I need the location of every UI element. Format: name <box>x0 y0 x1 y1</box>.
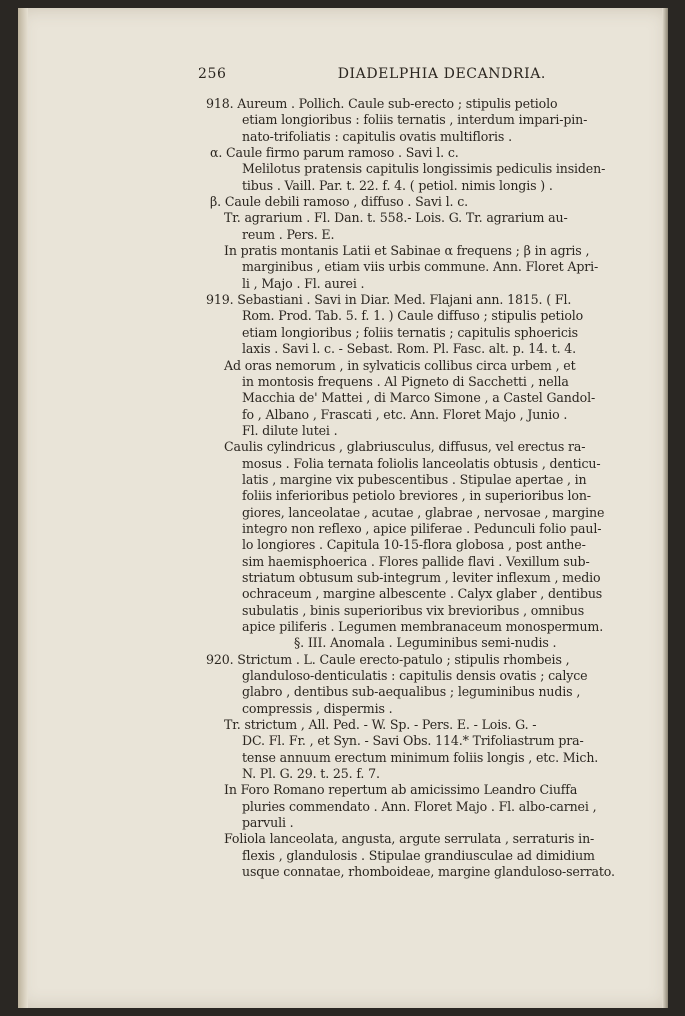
book-page <box>18 8 668 1008</box>
text-line: striatum obtusum sub-integrum , leviter inflexum , medio <box>242 569 601 585</box>
text-line: 918. Aureum . Pollich. Caule sub-erecto ; stipulis petiolo <box>206 96 558 111</box>
text-line: compressis , dispermis . <box>242 700 393 716</box>
text-line: laxis . Savi l. c. - Sebast. Rom. Pl. Fasc. alt. p. 14. t. 4. <box>242 341 577 357</box>
text-lines <box>206 96 658 881</box>
text-line: 920. Strictum . L. Caule erecto-patulo ; stipulis rhombeis , <box>206 651 570 667</box>
text-line: foliis inferioribus petiolo breviores , in superioribus lon- <box>242 488 591 504</box>
text-line: lo longiores . Capitula 10-15-flora globosa , post anthe- <box>242 537 586 553</box>
running-title: DIADELPHIA DECANDRIA. <box>337 66 546 82</box>
page-edge-shadow <box>662 8 668 1008</box>
text-line: in montosis frequens . Al Pigneto di Sacchetti , nella <box>242 373 569 389</box>
page-spine-shadow <box>18 8 28 1008</box>
text-line: Melilotus pratensis capitulis longissimis pediculis insiden- <box>242 161 606 177</box>
text-line: sim haemisphoerica . Flores pallide flavi . Vexillum sub- <box>242 553 590 569</box>
text-line: DC. Fl. Fr. , et Syn. - Savi Obs. 114.* Trifoliastrum pra- <box>242 733 584 749</box>
text-line: etiam longioribus ; foliis ternatis ; capitulis sphoericis <box>242 324 578 340</box>
text-line: Macchia de' Mattei , di Marco Simone , a Castel Gandol- <box>242 390 596 406</box>
section-heading: §. III. Anomala . Leguminibus semi-nudis . <box>294 635 557 651</box>
text-line: reum . Pers. E. <box>242 226 335 242</box>
text-line: Foliola lanceolata, angusta, argute serrulata , serraturis in- <box>224 831 595 847</box>
text-line: Fl. dilute lutei . <box>242 422 338 438</box>
text-line: pluries commendato . Ann. Floret Majo . Fl. albo-carnei , <box>242 798 597 814</box>
text-line: Tr. strictum , All. Ped. - W. Sp. - Pers. E. - Lois. G. - <box>224 717 537 733</box>
text-line: ochraceum , margine albescente . Calyx glaber , dentibus <box>242 586 603 602</box>
text-line: subulatis , binis superioribus vix brevioribus , omnibus <box>242 602 585 618</box>
text-line: marginibus , etiam viis urbis commune. Ann. Floret Apri- <box>242 259 599 275</box>
text-line: glanduloso-denticulatis : capitulis densis ovatis ; calyce <box>242 668 588 684</box>
text-line: flexis , glandulosis . Stipulae grandiusculae ad dimidium <box>242 847 595 863</box>
page-text-block <box>198 66 658 881</box>
text-line: In Foro Romano repertum ab amicissimo Leandro Ciuffa <box>224 782 578 798</box>
text-line: α. Caule firmo parum ramoso . Savi l. c. <box>210 145 459 161</box>
text-line: In pratis montanis Latii et Sabinae α frequens ; β in agris , <box>224 243 590 259</box>
page-number: 256 <box>198 66 227 82</box>
text-line: usque connatae, rhomboideae, margine glanduloso-serrato. <box>242 864 615 880</box>
text-line: tense annuum erectum minimum foliis longis , etc. Mich. <box>242 749 599 765</box>
text-line: Tr. agrarium . Fl. Dan. t. 558.- Lois. G. Tr. agrarium au- <box>224 210 568 226</box>
text-line: glabro , dentibus sub-aequalibus ; leguminibus nudis , <box>242 684 581 700</box>
text-line: giores, lanceolatae , acutae , glabrae , nervosae , margine <box>242 504 605 520</box>
text-line: Ad oras nemorum , in sylvaticis collibus circa urbem , et <box>224 357 576 373</box>
text-line: fo , Albano , Frascati , etc. Ann. Floret Majo , Junio . <box>242 406 568 422</box>
text-line: parvuli . <box>242 815 294 831</box>
text-line: Caulis cylindricus , glabriusculus, diffusus, vel erectus ra- <box>224 439 586 455</box>
text-line: latis , margine vix pubescentibus . Stipulae apertae , in <box>242 471 587 487</box>
text-line: apice piliferis . Legumen membranaceum monospermum. <box>242 619 604 634</box>
text-line: nato-trifoliatis : capitulis ovatis multifloris . <box>242 128 512 144</box>
text-line: integro non reflexo , apice piliferae . Pedunculi folio paul- <box>242 520 602 536</box>
text-line: tibus . Vaill. Par. t. 22. f. 4. ( petiol. nimis longis ) . <box>242 177 553 193</box>
running-header <box>198 66 658 96</box>
text-line: N. Pl. G. 29. t. 25. f. 7. <box>242 766 380 782</box>
text-line: etiam longioribus : foliis ternatis , interdum impari-pin- <box>242 112 588 128</box>
text-line: li , Majo . Fl. aurei . <box>242 275 365 291</box>
text-line: Rom. Prod. Tab. 5. f. 1. ) Caule diffuso ; stipulis petiolo <box>242 308 584 324</box>
text-line: 919. Sebastiani . Savi in Diar. Med. Flajani ann. 1815. ( Fl. <box>206 292 572 308</box>
text-line: β. Caule debili ramoso , diffuso . Savi l. c. <box>210 194 468 210</box>
text-line: mosus . Folia ternata foliolis lanceolatis obtusis , denticu- <box>242 455 601 471</box>
